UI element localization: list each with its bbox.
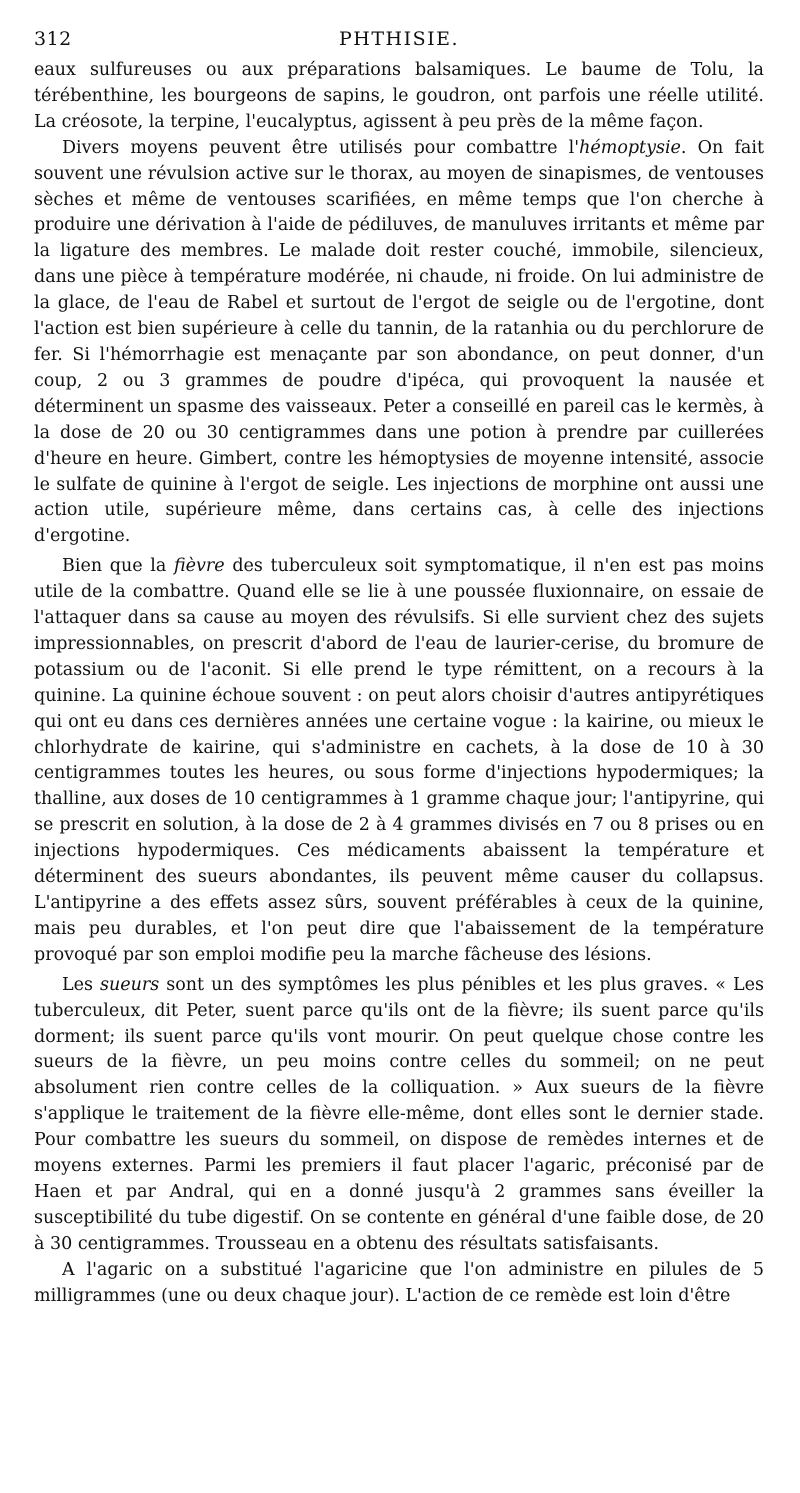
- paragraph-text-start: Bien que la: [62, 556, 174, 577]
- italic-term-sweats: sueurs: [99, 974, 160, 995]
- paragraph-text-rest: . On fait souvent une révulsion active sur le thorax, au moyen de sinapismes, de ventouses sèches et même de ventouses scarifiées, en même temps que l'on cherche à produire une dérivation à l'aide de pédiluves, de manuluves irritants et même par la ligature des membres. Le malade doit rester couché, immobile, silencieux, dans une pièce à température modérée, ni chaude, ni froide. On lui administre de la glace, de l'eau de Rabel et surtout de l'ergot de seigle ou de l'ergotine, dont l'action est bien supérieure à celle du tannin, de la ratanhia ou du perchlorure de fer. Si l'hémorrhagie est menaçante par son abondance, on peut donner, d'un coup, 2 ou 3 grammes de poudre d'ipéca, qui provoquent la nausée et déterminent un spasme des vaisseaux. Peter a conseillé en pareil cas le kermès, à la dose de 20 ou 30 centigrammes dans une potion à prendre par cuillerées d'heure en heure. Gimbert, contre les hémoptysies de moyenne intensité, associe le sulfate de quinine à l'ergot de seigle. Les injections de morphine ont aussi une action utile, supérieure même, dans certains cas, à celle des injections d'ergotine.: [34, 137, 764, 547]
- paragraph-fever: [34, 554, 764, 969]
- italic-term-hemoptysis: hémoptysie: [579, 137, 681, 158]
- book-page: [34, 28, 764, 1310]
- page-header: [34, 28, 764, 58]
- paragraph-text-start: Divers moyens peuvent être utilisés pour combattre l': [62, 137, 580, 158]
- paragraph-text-rest: des tuberculeux soit symptomatique, il n'en est pas moins utile de la combattre. Quand elle se lie à une poussée fluxionnaire, on essaie de l'attaquer dans sa cause au moyen des révulsifs. Si elle survient chez des sujets impressionnables, on prescrit d'abord de l'eau de laurier-cerise, du bromure de potassium ou de l'aconit. Si elle prend le type rémittent, on a recours à la quinine. La quinine échoue souvent : on peut alors choisir d'autres antipyrétiques qui ont eu dans ces dernières années une certaine vogue : la kairine, ou mieux le chlorhydrate de kairine, qui s'administre en cachets, à la dose de 10 à 30 centigrammes toutes les heures, ou sous forme d'injections hypodermiques; la thalline, aux doses de 10 centigrammes à 1 gramme chaque jour; l'antipyrine, qui se prescrit en solution, à la dose de 2 à 4 grammes divisés en 7 ou 8 prises ou en injections hypodermiques. Ces médicaments abaissent la température et déterminent des sueurs abondantes, ils peuvent même causer du collapsus. L'antipyrine a des effets assez sûrs, souvent préférables à ceux de la quinine, mais peu durables, et l'on peut dire que l'abaissement de la température provoqué par son emploi modifie peu la marche fâcheuse des lésions.: [34, 556, 764, 965]
- body-text: [34, 58, 764, 1310]
- paragraph-text: A l'agaric on a substitué l'agaricine que l'on administre en pilules de 5 milligrammes (une ou deux chaque jour). L'action de ce remède est loin d'être: [34, 1259, 764, 1306]
- paragraph-agaricine: [34, 1258, 764, 1310]
- paragraph-sweats: [34, 973, 764, 1258]
- paragraph-hemoptysis: [34, 136, 764, 551]
- italic-term-fever: fièvre: [174, 556, 225, 577]
- paragraph-text-rest: sont un des symptômes les plus pénibles et les plus graves. « Les tuberculeux, dit Peter, suent parce qu'ils ont de la fièvre; ils suent parce qu'ils dorment; ils suent parce qu'ils vont mourir. On peut quelque chose contre les sueurs de la fièvre, un peu moins contre celles du sommeil; on ne peut absolument rien contre celles de la colliquation. » Aux sueurs de la fièvre s'applique le traitement de la fièvre elle-même, dont elles sont le dernier stade. Pour combattre les sueurs du sommeil, on dispose de remèdes internes et de moyens externes. Parmi les premiers il faut placer l'agaric, préconisé par de Haen et par Andral, qui en a donné jusqu'à 2 grammes sans éveiller la susceptibilité du tube digestif. On se contente en général d'une faible dose, de 20 à 30 centigrammes. Trousseau en a obtenu des résultats satisfaisants.: [34, 974, 764, 1254]
- paragraph-balsamic-remedies: [34, 58, 764, 136]
- paragraph-text-start: Les: [62, 974, 100, 995]
- paragraph-text: eaux sulfureuses ou aux préparations balsamiques. Le baume de Tolu, la térébenthine, les bourgeons de sapins, le goudron, ont parfois une réelle utilité. La créosote, la terpine, l'eucalyptus, agissent à peu près de la même façon.: [34, 60, 764, 132]
- running-title: PHTHISIE.: [338, 28, 460, 50]
- page-number: 312: [34, 28, 72, 50]
